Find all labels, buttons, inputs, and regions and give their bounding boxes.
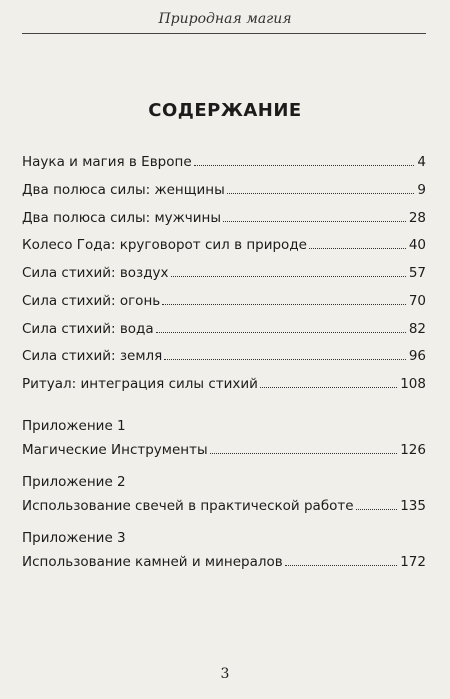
toc-entry-page: 108 bbox=[400, 376, 426, 392]
toc-entry-title: Сила стихий: воздух bbox=[22, 265, 169, 281]
toc-entry bbox=[22, 494, 426, 514]
dot-leader bbox=[227, 193, 415, 194]
page-number: 3 bbox=[220, 666, 230, 682]
dot-leader bbox=[156, 332, 406, 333]
toc-entry-page: 40 bbox=[408, 237, 426, 253]
toc-entry-page: 126 bbox=[400, 442, 426, 458]
dot-leader bbox=[210, 453, 398, 454]
toc-entry-page: 9 bbox=[417, 182, 426, 198]
toc-entry-title: Ритуал: интеграция силы стихий bbox=[22, 376, 258, 392]
toc-entry-page: 135 bbox=[400, 498, 426, 514]
dot-leader bbox=[260, 387, 397, 388]
dot-leader bbox=[356, 509, 398, 510]
toc-entry bbox=[22, 289, 426, 309]
toc-entry-page: 70 bbox=[408, 293, 426, 309]
toc-entry bbox=[22, 206, 426, 226]
toc-entry-title: Сила стихий: огонь bbox=[22, 293, 161, 309]
appendix-heading: Приложение 3 bbox=[22, 530, 126, 546]
dot-leader bbox=[285, 565, 398, 566]
appendix-heading: Приложение 2 bbox=[22, 474, 126, 490]
header-rule bbox=[22, 33, 426, 34]
dot-leader bbox=[162, 304, 406, 305]
toc-title: СОДЕРЖАНИЕ bbox=[148, 100, 302, 121]
toc-entry-title: Использование камней и минералов bbox=[22, 554, 283, 570]
toc-entry-title: Наука и магия в Европе bbox=[22, 154, 192, 170]
toc-entry bbox=[22, 178, 426, 198]
dot-leader bbox=[164, 359, 406, 360]
dot-leader bbox=[223, 221, 406, 222]
toc-entry bbox=[22, 150, 426, 170]
dot-leader bbox=[171, 276, 406, 277]
toc-entry-page: 57 bbox=[408, 265, 426, 281]
toc-entry-title: Использование свечей в практической работе bbox=[22, 498, 354, 514]
toc-entry-page: 96 bbox=[408, 348, 426, 364]
toc-entry-page: 82 bbox=[408, 321, 426, 337]
toc-entry bbox=[22, 261, 426, 281]
toc-entry bbox=[22, 372, 426, 392]
toc-entry-title: Магические Инструменты bbox=[22, 442, 208, 458]
toc-entry-title: Два полюса силы: женщины bbox=[22, 182, 225, 198]
appendix-heading: Приложение 1 bbox=[22, 418, 126, 434]
toc-entry bbox=[22, 233, 426, 253]
toc-entry-page: 28 bbox=[408, 210, 426, 226]
running-head: Природная магия bbox=[158, 11, 292, 27]
toc-entry bbox=[22, 344, 426, 364]
dot-leader bbox=[309, 248, 406, 249]
toc-entry-page: 172 bbox=[400, 554, 426, 570]
toc-entry-page: 4 bbox=[417, 154, 426, 170]
toc-entry bbox=[22, 317, 426, 337]
toc-entry-title: Сила стихий: вода bbox=[22, 321, 154, 337]
toc-entry-title: Сила стихий: земля bbox=[22, 348, 163, 364]
toc-entry bbox=[22, 438, 426, 458]
toc-entry-title: Колесо Года: круговорот сил в природе bbox=[22, 237, 307, 253]
toc-entry-title: Два полюса силы: мужчины bbox=[22, 210, 222, 226]
toc-entry bbox=[22, 550, 426, 570]
dot-leader bbox=[194, 165, 415, 166]
